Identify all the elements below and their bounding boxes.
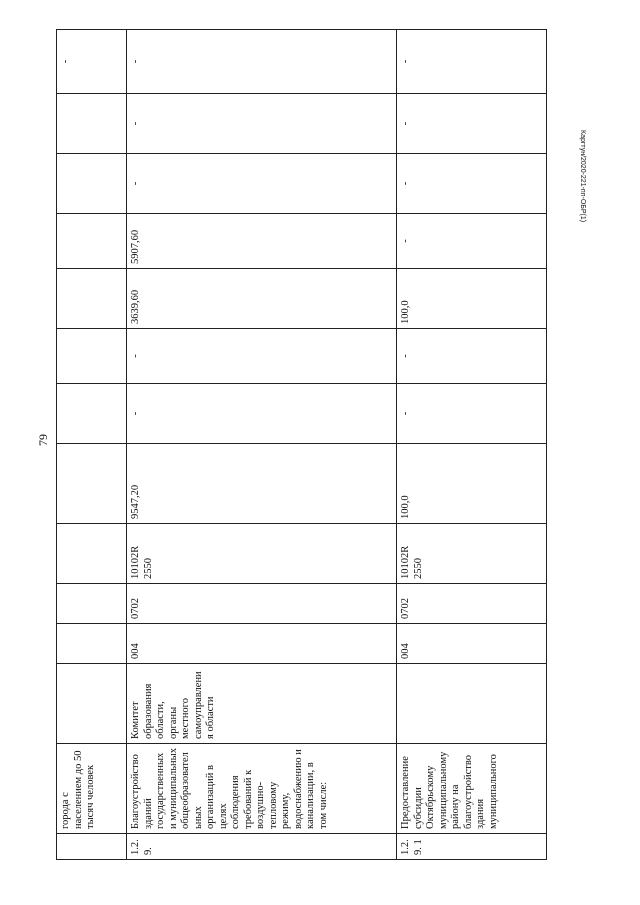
row-name: Благоустройство зданий государственных и муниципальных общеобразовательных организаций в целях соблюдения требований к воздушно-тепловому режиму, водоснабжению и канализации, в том числе: (127, 744, 397, 834)
cell-value-2: - (397, 329, 547, 384)
cell-value-6: - (397, 94, 547, 154)
row-number: 1.2.9. (127, 834, 397, 860)
row-organization: Комитет образования области, органы местного самоуправления области (127, 664, 397, 744)
cell-total (57, 444, 127, 524)
cell-value-4 (57, 214, 127, 269)
page-number: 79 (36, 434, 50, 446)
cell-value-2 (57, 329, 127, 384)
cell-value-5: - (397, 154, 547, 214)
row-name: Предоставление субсидии Октябрьскому муниципальному району на благоустройство здания муниципального (397, 744, 547, 834)
cell-value-6 (57, 94, 127, 154)
row-number: 1.2.9. 1 (397, 834, 547, 860)
table-row (57, 30, 127, 860)
cell-code-3: 10102R 2550 (127, 524, 397, 584)
cell-value-3: 100,0 (397, 269, 547, 329)
cell-value-3: 3639,60 (127, 269, 397, 329)
cell-value-7: - (127, 30, 397, 94)
cell-value-7: - (57, 30, 127, 94)
cell-value-1: - (397, 384, 547, 444)
cell-value-4: - (397, 214, 547, 269)
table-row (397, 30, 547, 860)
budget-table (56, 29, 547, 860)
row-name: города с населением до 50 тысяч человек (57, 744, 127, 834)
cell-code-1: 004 (127, 624, 397, 664)
cell-code-1 (57, 624, 127, 664)
cell-code-2 (57, 584, 127, 624)
cell-value-5: - (127, 154, 397, 214)
document-stamp: Каргтун/2020-221-пп-ОБР(1) (579, 130, 586, 223)
cell-value-7: - (397, 30, 547, 94)
cell-code-1: 004 (397, 624, 547, 664)
cell-value-2: - (127, 329, 397, 384)
cell-value-1: - (127, 384, 397, 444)
cell-value-4: 5907,60 (127, 214, 397, 269)
row-organization (397, 664, 547, 744)
cell-value-3 (57, 269, 127, 329)
row-number (57, 834, 127, 860)
cell-value-1 (57, 384, 127, 444)
cell-total: 9547,20 (127, 444, 397, 524)
cell-code-2: 0702 (397, 584, 547, 624)
cell-code-3: 10102R 2550 (397, 524, 547, 584)
cell-code-3 (57, 524, 127, 584)
cell-total: 100,0 (397, 444, 547, 524)
table-row (127, 30, 397, 860)
row-organization (57, 664, 127, 744)
cell-code-2: 0702 (127, 584, 397, 624)
landscape-page (56, 0, 616, 860)
cell-value-5 (57, 154, 127, 214)
cell-value-6: - (127, 94, 397, 154)
